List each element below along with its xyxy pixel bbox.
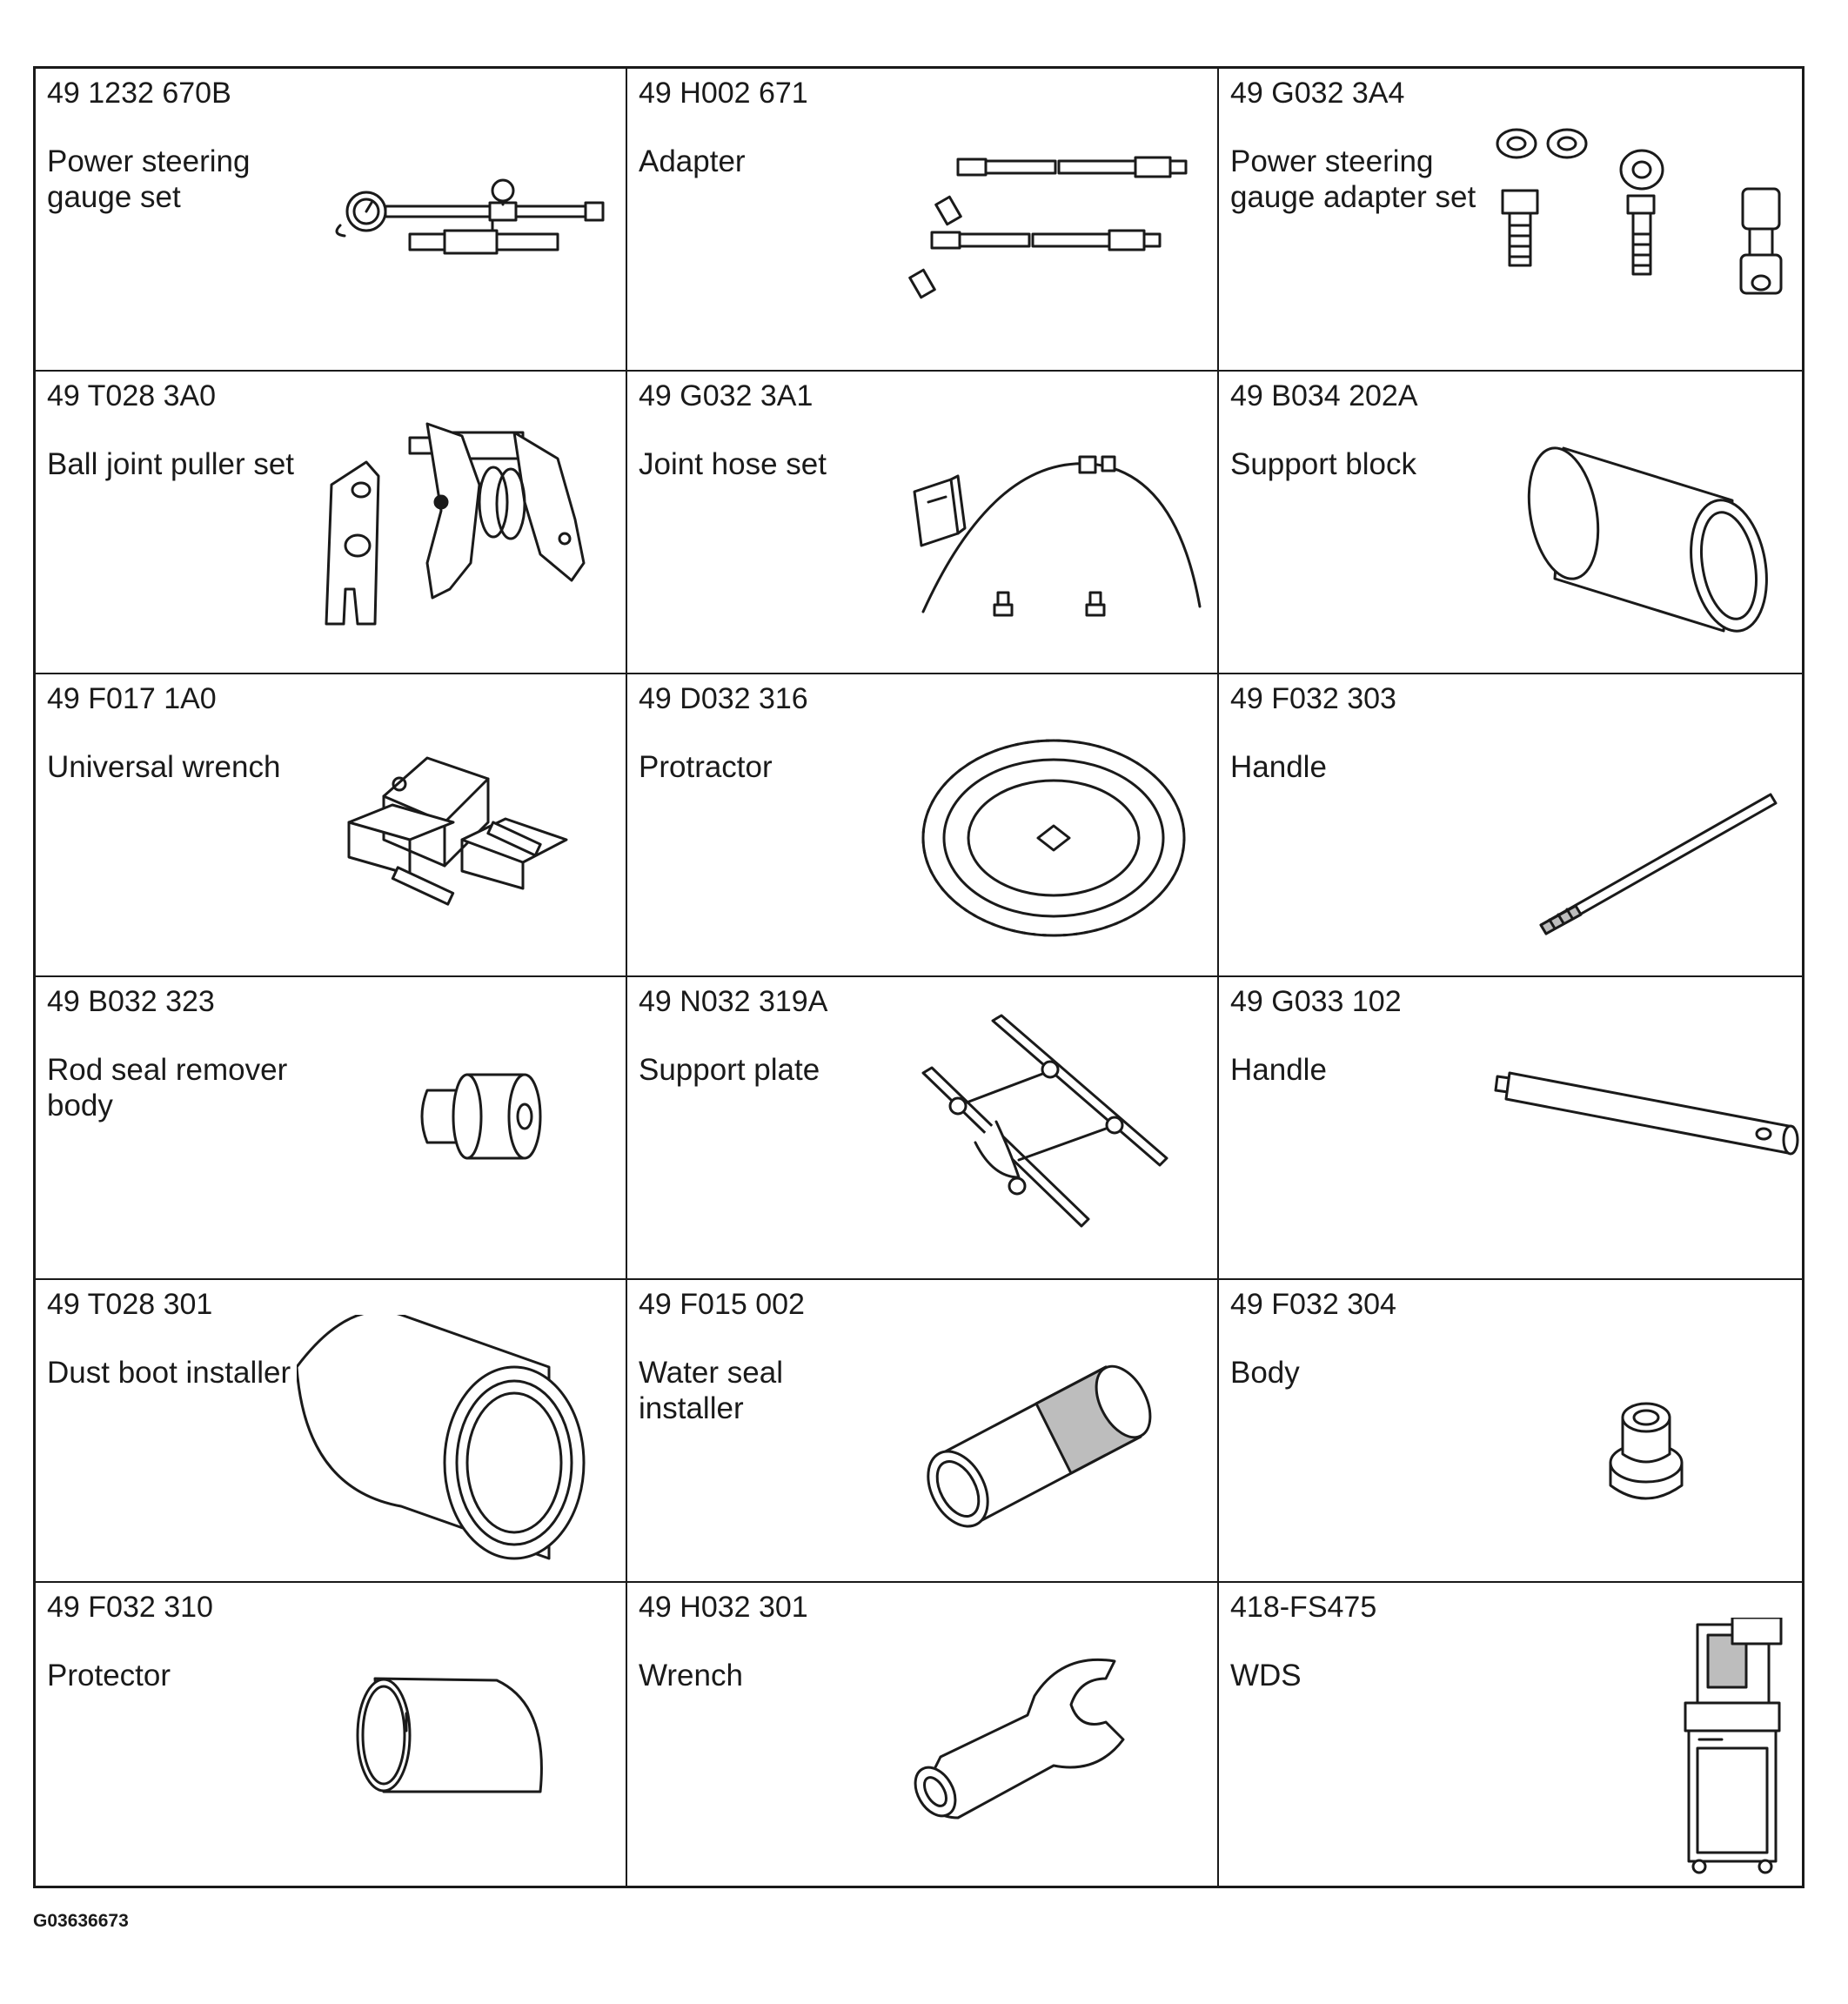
support-block-icon [1480, 406, 1802, 667]
tool-cell [627, 1280, 1219, 1583]
part-number: 49 F032 303 [1230, 682, 1396, 715]
wds-station-icon [1480, 1618, 1802, 1879]
support-plate-icon [888, 1012, 1210, 1273]
water-seal-installer-icon [888, 1315, 1210, 1576]
tool-cell [36, 1280, 627, 1583]
part-number: 49 G033 102 [1230, 985, 1402, 1018]
tool-name: Water seal installer [639, 1356, 783, 1425]
part-number: 49 G032 3A4 [1230, 77, 1405, 110]
tool-name: Protector [47, 1659, 171, 1692]
tool-name: Support block [1230, 447, 1417, 481]
tool-name: Power steering gauge adapter set [1230, 144, 1476, 214]
part-number: 49 G032 3A1 [639, 379, 814, 412]
tool-name: Wrench [639, 1659, 743, 1692]
seal-remover-icon [297, 1012, 619, 1273]
tool-cell [1219, 69, 1802, 372]
part-number: 49 H002 671 [639, 77, 808, 110]
part-number: 49 D032 316 [639, 682, 808, 715]
handle-bar-icon [1480, 1012, 1802, 1273]
dust-boot-installer-icon [297, 1315, 619, 1576]
part-number: 49 1232 670B [47, 77, 231, 110]
tool-cell [627, 1583, 1219, 1886]
tool-name: Ball joint puller set [47, 447, 295, 481]
tool-name: Rod seal remover body [47, 1053, 288, 1123]
special-tools-table [33, 66, 1804, 1888]
protector-icon [297, 1618, 619, 1879]
part-number: 49 H032 301 [639, 1591, 808, 1624]
part-number: 49 F032 310 [47, 1591, 213, 1624]
tool-cell [36, 1583, 627, 1886]
part-number: 49 B032 323 [47, 985, 215, 1018]
tool-name: Dust boot installer [47, 1356, 291, 1390]
handle-rod-icon [1480, 709, 1802, 970]
part-number: 49 N032 319A [639, 985, 828, 1018]
tool-name: Protractor [639, 750, 773, 784]
adapter-hoses-icon [888, 104, 1210, 365]
tool-name: Joint hose set [639, 447, 827, 481]
part-number: 418-FS475 [1230, 1591, 1377, 1624]
figure-id: G03636673 [33, 1911, 129, 1931]
protractor-icon [888, 709, 1210, 970]
tool-cell [36, 977, 627, 1280]
tool-cell [36, 69, 627, 372]
gauge-set-icon [297, 104, 619, 365]
tool-cell [36, 372, 627, 674]
body-icon [1480, 1315, 1802, 1576]
universal-wrench-icon [297, 709, 619, 970]
part-number: 49 T028 301 [47, 1288, 213, 1321]
ball-joint-puller-icon [297, 406, 619, 667]
tool-cell [627, 372, 1219, 674]
part-number: 49 B034 202A [1230, 379, 1418, 412]
tool-cell [627, 69, 1219, 372]
part-number: 49 F032 304 [1230, 1288, 1396, 1321]
tool-name: WDS [1230, 1659, 1302, 1692]
tool-cell [1219, 674, 1802, 977]
tool-name: Body [1230, 1356, 1300, 1390]
tool-cell [36, 674, 627, 977]
tool-cell [1219, 1583, 1802, 1886]
part-number: 49 T028 3A0 [47, 379, 217, 412]
joint-hose-icon [888, 406, 1210, 667]
tool-name: Adapter [639, 144, 746, 178]
tool-cell [1219, 977, 1802, 1280]
tool-cell [627, 674, 1219, 977]
tool-name: Support plate [639, 1053, 820, 1087]
tool-name: Power steering gauge set [47, 144, 251, 214]
tool-cell [1219, 1280, 1802, 1583]
tool-cell [627, 977, 1219, 1280]
wrench-icon [888, 1618, 1210, 1879]
tool-name: Handle [1230, 750, 1327, 784]
part-number: 49 F017 1A0 [47, 682, 217, 715]
adapter-fittings-icon [1480, 104, 1802, 365]
tool-cell [1219, 372, 1802, 674]
part-number: 49 F015 002 [639, 1288, 805, 1321]
tool-name: Handle [1230, 1053, 1327, 1087]
tool-name: Universal wrench [47, 750, 281, 784]
